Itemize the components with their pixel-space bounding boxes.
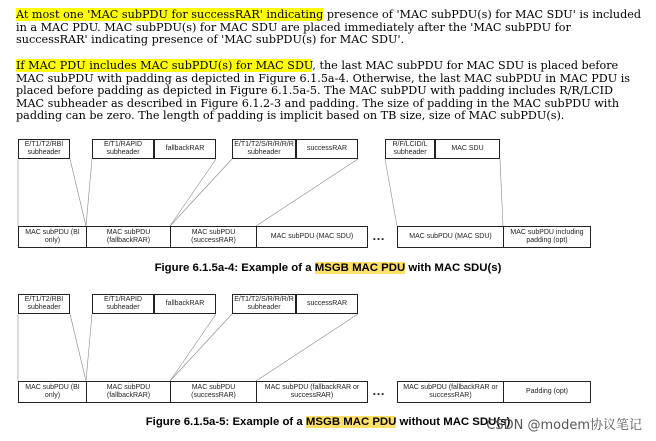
fig4-bi-subheader: E/T1/T2/RBI subheader <box>18 139 70 159</box>
fig4-subpdu-mac-sdu: MAC subPDU (MAC SDU) <box>270 233 354 240</box>
fig4-subpdu-fallbackrar: MAC subPDU (fallbackRAR) <box>87 227 171 247</box>
fig4-fallbackrar-box: fallbackRAR <box>154 139 216 159</box>
fig4-caption-post: with MAC SDU(s) <box>405 262 502 274</box>
fig4-subpdu-bi: MAC subPDU (BI only) <box>19 227 87 247</box>
fig5-subpdu-bi: MAC subPDU (BI only) <box>19 382 87 402</box>
fig5-mac-pdu-row <box>18 381 368 403</box>
fig4-successrar-box: successRAR <box>296 139 358 159</box>
fig4-subpdu-successrar: MAC subPDU (successRAR) <box>171 227 257 247</box>
fig5-subpdu-fallback-or-success-last: MAC subPDU (fallbackRAR or successRAR) <box>398 382 504 402</box>
paragraph-1-text: presence of 'MAC subPDU(s) for MAC SDU' is included in a MAC PDU. MAC subPDU(s) for MAC SDU are placed immediately after the 'MAC subPDU for successRAR' indicating presence of 'MAC subPDU(s) for MAC SDU'. <box>16 8 642 47</box>
fig4-success-subheader: E/T1/T2/S/R/R/R/R subheader <box>232 139 296 159</box>
paragraph-2-highlight: If MAC PDU includes MAC subPDU(s) for MAC SDU <box>16 59 313 72</box>
fig5-subpdu-fallbackrar: MAC subPDU (fallbackRAR) <box>87 382 171 402</box>
fig5-successrar-box: successRAR <box>296 294 358 314</box>
fig5-success-subheader: E/T1/T2/S/R/R/R/R subheader <box>232 294 296 314</box>
fig4-caption <box>0 262 656 274</box>
fig4-mac-pdu-row <box>18 226 368 248</box>
fig5-caption-pre: Figure 6.1.5a-5: Example of a <box>145 416 306 428</box>
paragraph-2-text: , the last MAC subPDU for MAC SDU is placed before MAC subPDU with padding as depicted in Figure 6.1.5a-4. Otherwise, the last MAC subPDU in MAC PDU is placed before padding as depicted in Figure 6.1.5a-5. The MAC subPDU with padding includes R/R/LCID MAC subheader as described in Figure 6.1.2-3 and padding. The size of padding in the MAC subPDU with padding can be zero. The length of padding is implicit based on TB size, size of MAC subPDU(s). <box>16 59 631 123</box>
fig4-ellipsis: … <box>372 228 385 243</box>
fig4-mac-sdu-box: MAC SDU <box>435 139 500 159</box>
fig4-rapid-subheader: E/T1/RAPID subheader <box>92 139 154 159</box>
fig5-subpdu-fallback-or-success: MAC subPDU (fallbackRAR or successRAR) <box>264 384 360 399</box>
fig4-subpdu-mac-sdu-last: MAC subPDU (MAC SDU) <box>398 227 504 247</box>
fig5-subpdu-successrar: MAC subPDU (successRAR) <box>171 382 257 402</box>
fig5-mac-pdu-row-end <box>397 381 591 403</box>
paragraph-1-highlight: At most one 'MAC subPDU for successRAR' indicating <box>16 8 324 21</box>
fig5-caption-post: without MAC SDU(s) <box>396 416 511 428</box>
fig4-caption-highlight: MSGB MAC PDU <box>314 262 406 274</box>
fig5-fallbackrar-box: fallbackRAR <box>154 294 216 314</box>
fig5-ellipsis: … <box>372 383 385 398</box>
fig4-lcid-subheader: R/F/LCID/L subheader <box>385 139 435 159</box>
fig4-mac-pdu-row-end <box>397 226 591 248</box>
fig5-caption-highlight: MSGB MAC PDU <box>305 416 397 428</box>
fig4-caption-pre: Figure 6.1.5a-4: Example of a <box>154 262 315 274</box>
watermark: CSDN @modem协议笔记 <box>486 418 642 433</box>
fig4-subpdu-padding: MAC subPDU including padding (opt) <box>510 229 584 244</box>
fig5-bi-subheader: E/T1/T2/RBI subheader <box>18 294 70 314</box>
fig5-rapid-subheader: E/T1/RAPID subheader <box>92 294 154 314</box>
fig5-subpdu-padding: Padding (opt) <box>525 388 569 395</box>
